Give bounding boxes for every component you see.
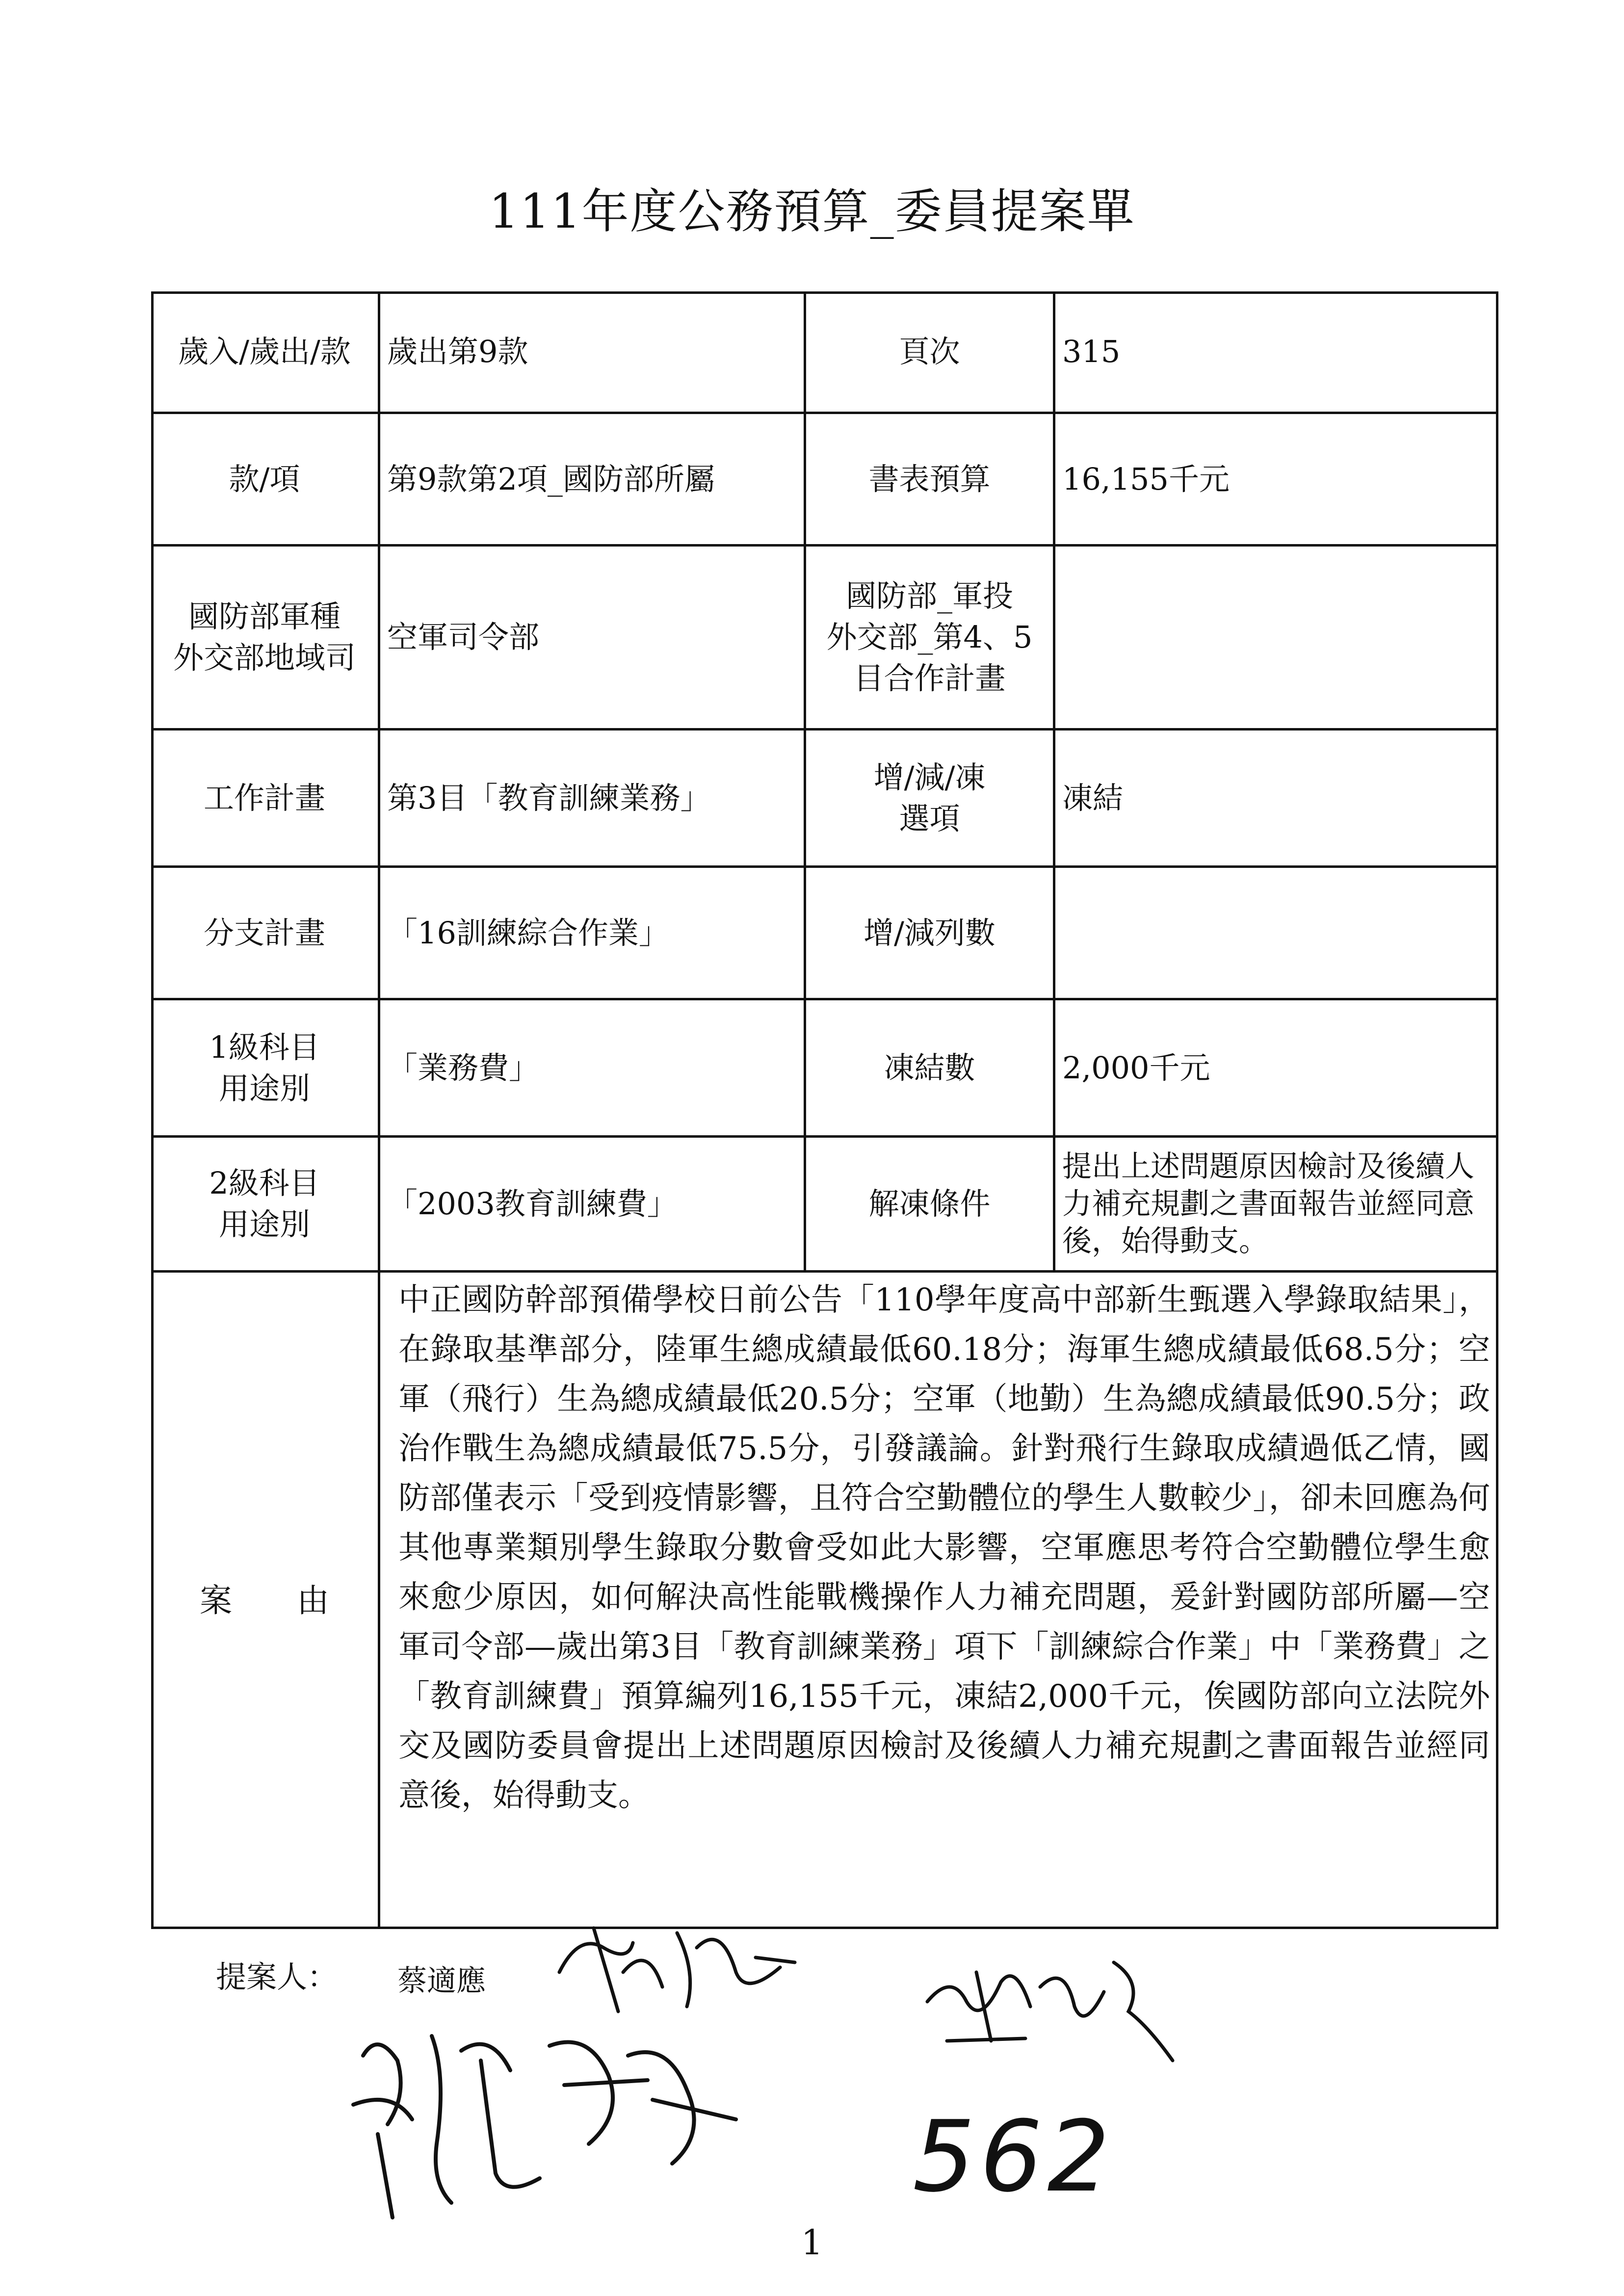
handwritten-number: 562: [913, 2100, 1115, 2214]
label-branch-plan: 分支計畫: [203, 914, 325, 951]
label-fiscal-category: 歲入/歲出/款: [178, 333, 351, 369]
label-budget: 書表預算: [868, 461, 991, 497]
value-level1-subject: 「業務費」: [387, 1049, 540, 1086]
label-reason: 案 由: [200, 1582, 329, 1620]
value-frozen-amount: 2,000千元: [1062, 1049, 1210, 1086]
label-change-amount: 增/減列數: [864, 914, 995, 951]
value-level2-subject: 「2003教育訓練費」: [387, 1186, 678, 1222]
value-cooperation-plan: [1055, 547, 1496, 728]
page-number: 1: [801, 2222, 823, 2263]
label-page: 頁次: [899, 333, 960, 369]
value-change-amount: [1055, 868, 1496, 998]
form-title: 111年度公務預算_委員提案單: [489, 184, 1135, 239]
proposer-label: 提案人：: [216, 1959, 338, 1995]
proposer-name: 蔡適應: [397, 1964, 486, 1998]
signature-1: [550, 1913, 805, 2026]
label-frozen-amount: 凍結數: [884, 1049, 975, 1086]
label-military-branch: 國防部軍種 外交部地域司: [173, 599, 356, 676]
value-budget: 16,155千元: [1062, 461, 1230, 497]
value-work-plan: 第3目「教育訓練業務」: [387, 780, 711, 816]
label-level2-subject: 2級科目 用途別: [209, 1165, 320, 1242]
signature-2: [917, 1943, 1192, 2070]
signature-3: [334, 2016, 756, 2222]
value-action-option: 凍結: [1062, 780, 1124, 816]
label-work-plan: 工作計畫: [203, 780, 325, 816]
value-page: 315: [1062, 333, 1121, 369]
value-military-branch: 空軍司令部: [387, 619, 540, 655]
value-branch-plan: 「16訓練綜合作業」: [387, 914, 669, 951]
value-unfreeze-condition: 提出上述問題原因檢討及後續人力補充規劃之書面報告並經同意後，始得動支。: [1062, 1149, 1474, 1258]
value-section-item: 第9款第2項_國防部所屬: [387, 461, 715, 497]
label-unfreeze-condition: 解凍條件: [868, 1186, 991, 1222]
label-level1-subject: 1級科目 用途別: [209, 1029, 320, 1106]
label-action-option: 增/減/凍 選項: [873, 759, 986, 836]
reason-text: 中正國防幹部預備學校日前公告「110學年度高中部新生甄選入學錄取結果」，在錄取基準部分，陸軍生總成績最低60.18分；海軍生總成績最低68.5分；空軍（飛行）生為總成績最低20.5分；空軍（地勤）生為總成績最低90.5分；政治作戰生為總成績最低75.5分，引發議論。針對飛行生錄取成績過低乙情，國防部僅表示「受到疫情影響，且符合空勤體位的學生人數較少」，卻未回應為何其他專業類別學生錄取分數會受如此大影響，空軍應思考符合空勤體位學生愈來愈少原因，如何解決高性能戰機操作人力補充問題，爰針對國防部所屬—空軍司令部—歲出第3目「教育訓練業務」項下「訓練綜合作業」中「業務費」之「教育訓練費」預算編列16,155千元，凍結2,000千元，俟國防部向立法院外交及國防委員會提出上述問題原因檢討及後續人力補充規劃之書面報告並經同意後，始得動支。: [398, 1282, 1490, 1814]
label-section-item: 款/項: [229, 461, 300, 497]
label-cooperation-plan: 國防部_軍投 外交部_第4、5 目合作計畫: [826, 578, 1033, 696]
value-fiscal-category: 歲出第9款: [387, 333, 528, 369]
